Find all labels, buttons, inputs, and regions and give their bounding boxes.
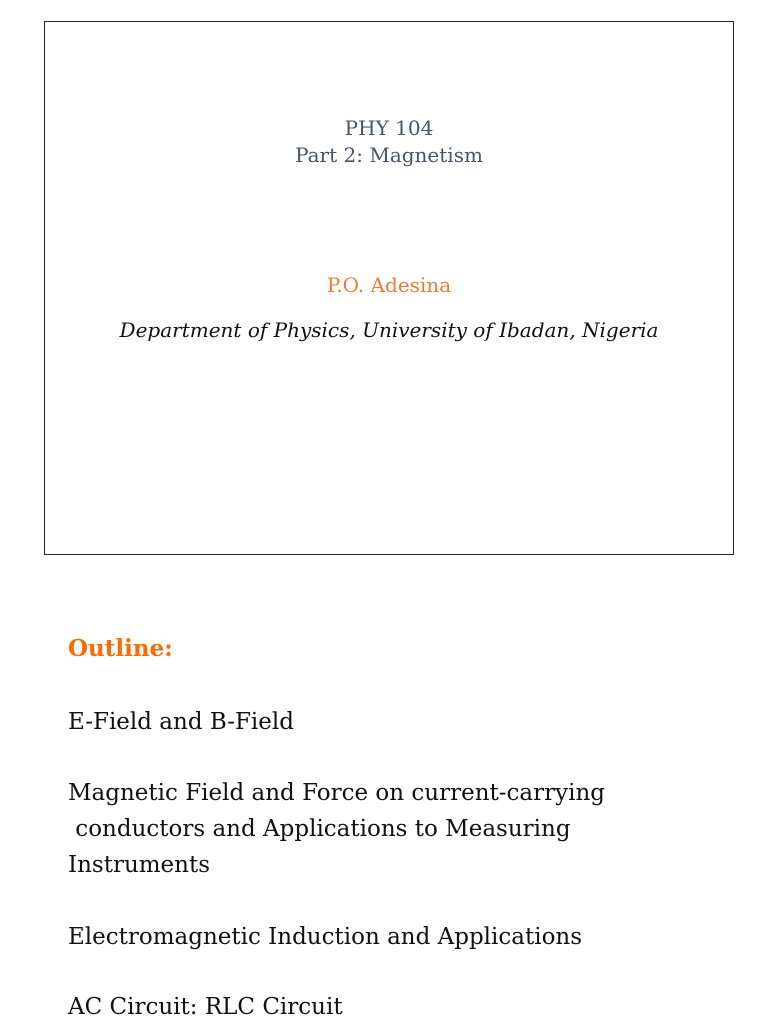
outline-item-ac-circuit: [68, 989, 343, 1025]
outline-item-induction: [68, 919, 582, 955]
outline-item-line: AC Circuit: RLC Circuit: [68, 994, 343, 1020]
title-slide-box: [44, 21, 734, 555]
outline-item-line: E-Field and B-Field: [68, 709, 294, 735]
outline-item-efield-bfield: [68, 704, 294, 740]
outline-item-line: Instruments: [68, 852, 211, 878]
author-affiliation: Department of Physics, University of Ibadan, Nigeria: [119, 318, 659, 342]
outline-item-line: conductors and Applications to Measuring: [68, 816, 571, 842]
outline-item-magnetic-force: [68, 775, 605, 883]
course-part-title: Part 2: Magnetism: [295, 143, 483, 167]
author-name: P.O. Adesina: [326, 273, 452, 297]
outline-item-line: Magnetic Field and Force on current-carrying: [68, 780, 605, 806]
outline-item-line: Electromagnetic Induction and Applications: [68, 924, 583, 950]
course-code: PHY 104: [344, 116, 434, 140]
outline-heading: Outline:: [68, 635, 173, 662]
